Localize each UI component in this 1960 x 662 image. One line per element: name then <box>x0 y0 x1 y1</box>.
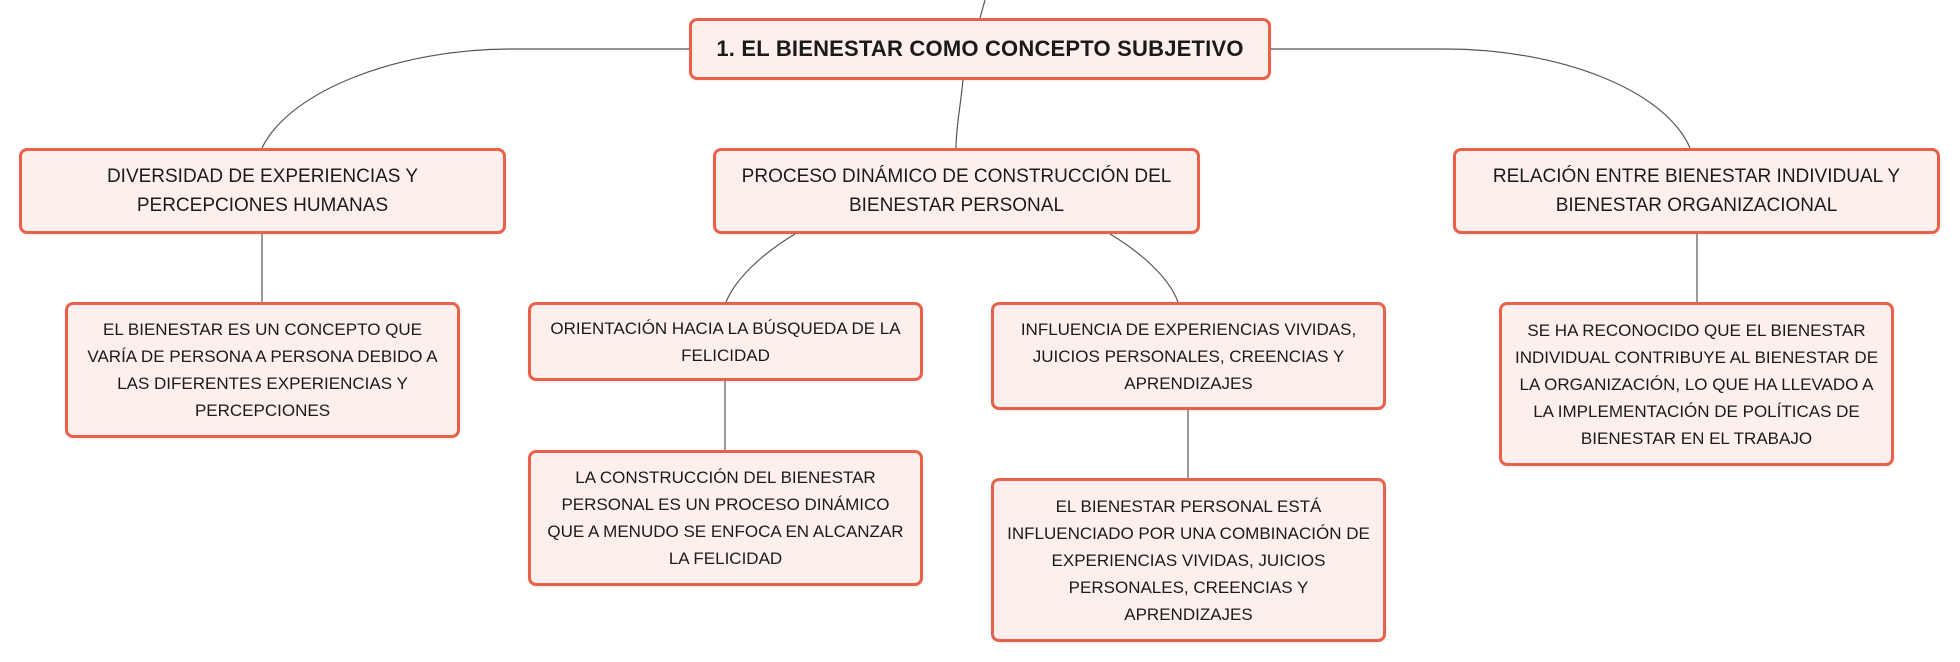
connector-root-to-diversidad <box>262 49 689 148</box>
leaf-node-reconocido[interactable] <box>1499 302 1894 466</box>
branch-node-relacion[interactable] <box>1453 148 1940 234</box>
subbranch-node-label: INFLUENCIA DE EXPERIENCIAS VIVIDAS, JUICIOS PERSONALES, CREENCIAS Y APRENDIZAJES <box>1020 319 1357 393</box>
leaf-node-construccion[interactable] <box>528 450 923 586</box>
connector-root-to-proceso <box>956 80 963 148</box>
connector-proceso-to-influencia <box>1110 234 1178 302</box>
connector-root-to-relacion <box>1271 49 1690 148</box>
leaf-node-label: LA CONSTRUCCIÓN DEL BIENESTAR PERSONAL ES UN PROCESO DINÁMICO QUE A MENUDO SE ENFOCA EN ALCANZAR LA FELICIDAD <box>547 468 904 568</box>
branch-node-diversidad[interactable] <box>19 148 506 234</box>
branch-node-label: PROCESO DINÁMICO DE CONSTRUCCIÓN DEL BIENESTAR PERSONAL <box>741 166 1172 216</box>
leaf-node-label: EL BIENESTAR PERSONAL ESTÁ INFLUENCIADO POR UNA COMBINACIÓN DE EXPERIENCIAS VIVIDAS, JUICIOS PERSONALES, CREENCIAS Y APRENDIZAJES <box>1007 496 1370 624</box>
root-node-label: 1. EL BIENESTAR COMO CONCEPTO SUBJETIVO <box>716 36 1244 61</box>
subbranch-node-influencia[interactable] <box>991 302 1386 410</box>
branch-node-label: RELACIÓN ENTRE BIENESTAR INDIVIDUAL Y BIENESTAR ORGANIZACIONAL <box>1492 166 1901 216</box>
branch-node-proceso[interactable] <box>713 148 1200 234</box>
connector-root-to-parent <box>980 0 985 18</box>
leaf-node-label: EL BIENESTAR ES UN CONCEPTO QUE VARÍA DE PERSONA A PERSONA DEBIDO A LAS DIFERENTES EXPERIENCIAS Y PERCEPCIONES <box>87 320 438 420</box>
leaf-node-combinacion[interactable] <box>991 478 1386 642</box>
branch-node-label: DIVERSIDAD DE EXPERIENCIAS Y PERCEPCIONES HUMANAS <box>106 166 419 216</box>
root-node[interactable] <box>689 18 1271 80</box>
connector-proceso-to-orientacion <box>726 234 795 302</box>
subbranch-node-label: ORIENTACIÓN HACIA LA BÚSQUEDA DE LA FELICIDAD <box>550 318 901 365</box>
subbranch-node-orientacion[interactable] <box>528 302 923 381</box>
leaf-node-diferentes-experiencias[interactable] <box>65 302 460 438</box>
leaf-node-label: SE HA RECONOCIDO QUE EL BIENESTAR INDIVIDUAL CONTRIBUYE AL BIENESTAR DE LA ORGANIZACIÓN, LO QUE HA LLEVADO A LA IMPLEMENTACIÓN DE POLÍTICAS DE BIENESTAR EN EL TRABAJO <box>1514 320 1879 448</box>
